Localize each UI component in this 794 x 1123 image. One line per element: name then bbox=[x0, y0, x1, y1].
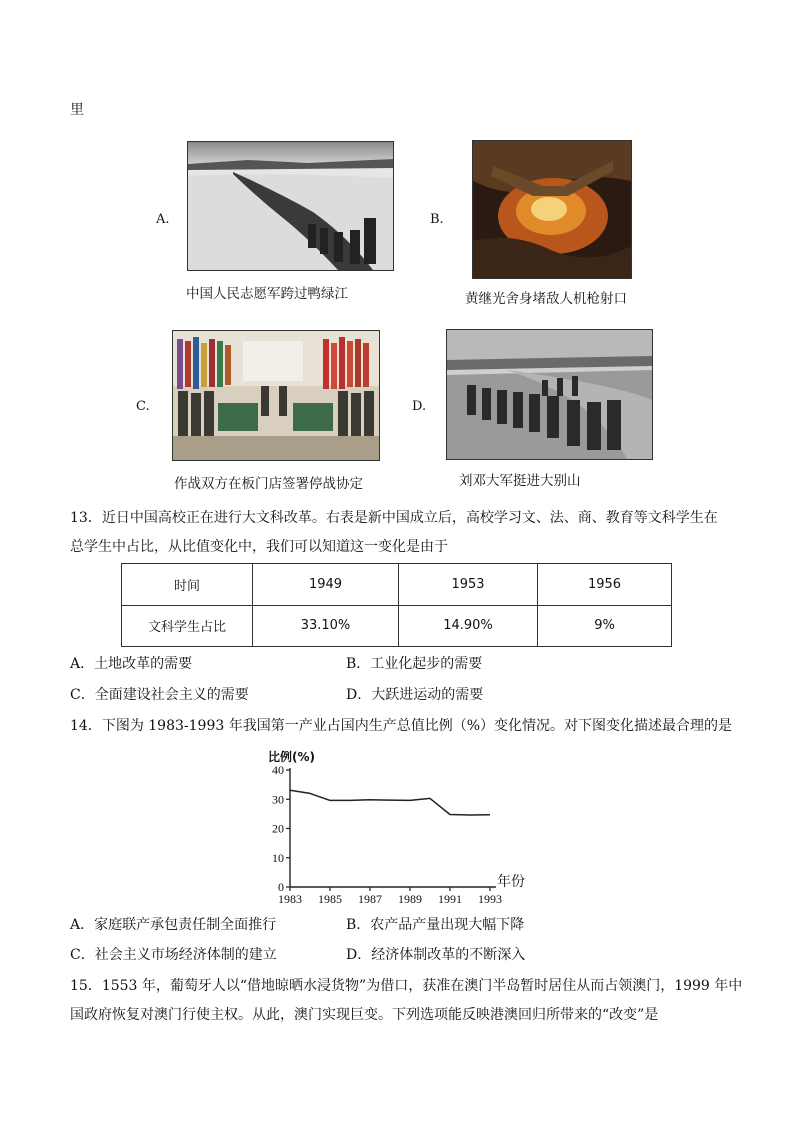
option-c-caption: 作战双方在板门店签署停战协定 bbox=[174, 476, 363, 492]
x-axis-label: 年份 bbox=[497, 874, 525, 890]
option-d-letter: D. bbox=[412, 399, 427, 414]
photo-liu-deng-army bbox=[446, 329, 653, 460]
option-c-letter: C. bbox=[136, 399, 150, 414]
q14-option-c: C．社会主义市场经济体制的建立 bbox=[70, 947, 277, 963]
table-cell: 9% bbox=[538, 605, 672, 647]
q15-stem-line1: 15．1553 年，葡萄牙人以“借地晾晒水浸货物”为借口，获准在澳门半岛暂时居住从而占领澳门，1999 年中 bbox=[70, 978, 743, 994]
q13-option-b: B．工业化起步的需要 bbox=[346, 656, 483, 672]
table-cell: 14.90% bbox=[399, 605, 538, 647]
q13-option-c: C．全面建设社会主义的需要 bbox=[70, 687, 249, 703]
photo-huang-jiguang bbox=[472, 140, 632, 279]
q13-data-table bbox=[121, 563, 672, 647]
series-line bbox=[290, 790, 490, 815]
x-tick-label: 1989 bbox=[398, 892, 422, 904]
q13-stem-line1: 13．近日中国高校正在进行大文科改革。右表是新中国成立后，高校学习文、法、商、教育等文科学生在 bbox=[70, 510, 718, 526]
q13-option-d: D．大跃进运动的需要 bbox=[346, 687, 484, 703]
x-tick-label: 1991 bbox=[438, 892, 462, 904]
q14-option-d: D．经济体制改革的不断深入 bbox=[346, 947, 526, 963]
q13-stem-line2: 总学生中占比，从比值变化中，我们可以知道这一变化是由于 bbox=[70, 539, 448, 555]
option-d-caption: 刘邓大军挺进大别山 bbox=[459, 473, 581, 489]
x-tick-label: 1985 bbox=[318, 892, 342, 904]
table-cell: 时间 bbox=[122, 564, 253, 606]
y-tick-label: 20 bbox=[272, 821, 284, 836]
x-tick-label: 1987 bbox=[358, 892, 382, 904]
q13-option-a: A．土地改革的需要 bbox=[70, 656, 193, 672]
q14-stem-line1: 14．下图为 1983-1993 年我国第一产业占国内生产总值比例（%）变化情况。对下图变化描述最合理的是 bbox=[70, 718, 733, 734]
table-header-row bbox=[122, 564, 672, 606]
table-cell: 1949 bbox=[253, 564, 399, 606]
table-cell: 1956 bbox=[538, 564, 672, 606]
y-tick-label: 30 bbox=[272, 792, 284, 807]
option-a-letter: A. bbox=[156, 212, 170, 227]
option-b-letter: B. bbox=[430, 212, 444, 227]
x-tick-label: 1993 bbox=[478, 892, 502, 904]
y-tick-label: 10 bbox=[272, 850, 284, 865]
y-tick-label: 0 bbox=[278, 880, 284, 894]
x-tick-label: 1983 bbox=[278, 892, 302, 904]
q15-stem-line2: 国政府恢复对澳门行使主权。从此，澳门实现巨变。下列选项能反映港澳回归所带来的“改变”是 bbox=[70, 1007, 659, 1023]
photo-panmunjom-armistice bbox=[172, 330, 380, 461]
photo-volunteers-crossing-yalu bbox=[187, 141, 394, 271]
table-cell: 文科学生占比 bbox=[122, 605, 253, 647]
table-row bbox=[122, 605, 672, 647]
q14-option-a: A．家庭联产承包责任制全面推行 bbox=[70, 917, 277, 933]
y-axis-label: 比例(%) bbox=[268, 750, 315, 764]
option-b-caption: 黄继光舍身堵敌人机枪射口 bbox=[465, 291, 627, 307]
y-tick-label: 40 bbox=[272, 763, 284, 777]
q14-option-b: B．农产品产量出现大幅下降 bbox=[346, 917, 525, 933]
line-chart bbox=[262, 744, 532, 904]
table-cell: 1953 bbox=[399, 564, 538, 606]
option-a-caption: 中国人民志愿军跨过鸭绿江 bbox=[186, 286, 348, 302]
page-fragment-text: 里 bbox=[70, 102, 84, 118]
table-cell: 33.10% bbox=[253, 605, 399, 647]
